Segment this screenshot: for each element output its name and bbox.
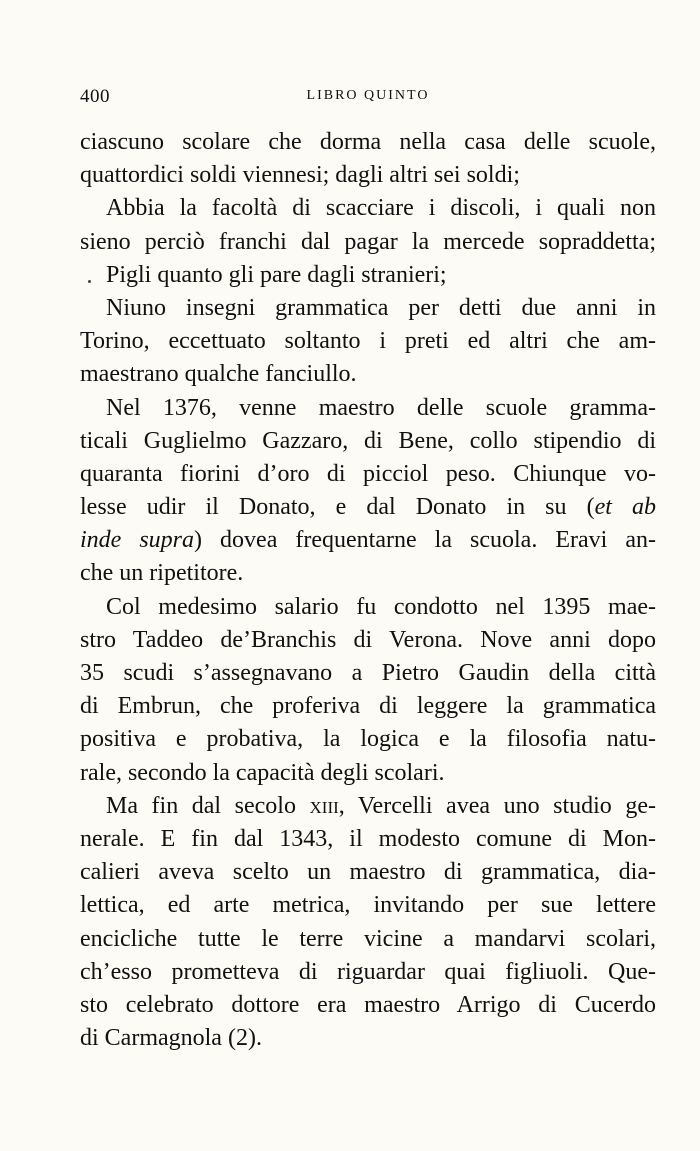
text-line: sieno perciò franchi dal pagar la mercede sopraddetta; bbox=[80, 228, 656, 255]
text-line: 35 scudi s’assegnavano a Pietro Gaudin della città bbox=[80, 660, 656, 686]
text-line bbox=[80, 524, 656, 557]
text-line: di Carmagnola (2). bbox=[80, 1025, 262, 1052]
text-line: Niuno insegni grammatica per detti due anni in bbox=[106, 294, 656, 321]
text-line: sto celebrato dottore era maestro Arrigo di Cucerdo bbox=[80, 991, 656, 1018]
text-line: quaranta fiorini d’oro di picciol peso. Chiunque vo- bbox=[80, 460, 656, 487]
text-line: ticali Guglielmo Gazzaro, di Bene, collo stipendio di bbox=[80, 427, 656, 454]
text-segment: , Vercelli avea uno studio ge- bbox=[338, 792, 656, 819]
text-line: encicliche tutte le terre vicine a mandarvi scolari, bbox=[80, 925, 656, 952]
running-head bbox=[80, 86, 656, 110]
text-line: che un ripetitore. bbox=[80, 560, 244, 587]
text-line: Pigli quanto gli pare dagli stranieri; bbox=[106, 261, 447, 288]
text-segment: ) dovea frequentarne la scuola. Eravi an- bbox=[194, 527, 656, 554]
text-segment: lesse udir il Donato, e dal Donato in su ( bbox=[80, 494, 595, 521]
page-number: 400 bbox=[80, 86, 110, 107]
text-line bbox=[80, 790, 656, 823]
text-line: stro Taddeo de’Branchis di Verona. Nove anni dopo bbox=[80, 626, 656, 653]
text-line: calieri aveva scelto un maestro di grammatica, dia- bbox=[80, 859, 656, 886]
text-line: rale, secondo la capacità degli scolari. bbox=[80, 759, 445, 786]
body-text bbox=[80, 126, 656, 1055]
text-line: quattordici soldi viennesi; dagli altri sei soldi; bbox=[80, 162, 520, 189]
text-line bbox=[80, 491, 656, 524]
text-segment: Ma fin dal secolo bbox=[106, 792, 310, 819]
text-line: di Embrun, che proferiva di leggere la grammatica bbox=[80, 693, 656, 720]
latin-phrase: et ab bbox=[594, 494, 656, 521]
century-numeral: xiii bbox=[309, 792, 339, 819]
latin-phrase: inde supra bbox=[80, 527, 195, 554]
text-line: Abbia la facoltà di scacciare i discoli, i quali non bbox=[106, 195, 656, 222]
text-line: Col medesimo salario fu condotto nel 1395 mae- bbox=[106, 593, 656, 620]
text-line: nerale. E fin dal 1343, il modesto comune di Mon- bbox=[80, 825, 656, 852]
text-line: ciascuno scolare che dorma nella casa delle scuole, bbox=[80, 129, 656, 155]
text-line: Nel 1376, venne maestro delle scuole gramma- bbox=[106, 394, 656, 421]
text-line: Torino, eccettuato soltanto i preti ed altri che am- bbox=[80, 328, 656, 355]
text-line: lettica, ed arte metrica, invitando per sue lettere bbox=[80, 892, 656, 919]
text-line: positiva e probativa, la logica e la filosofia natu- bbox=[80, 726, 656, 753]
text-line: ch’esso prometteva di riguardar quai figliuoli. Que- bbox=[80, 958, 656, 985]
running-title: LIBRO QUINTO bbox=[306, 88, 430, 103]
text-line: maestrano qualche fanciullo. bbox=[80, 361, 357, 388]
